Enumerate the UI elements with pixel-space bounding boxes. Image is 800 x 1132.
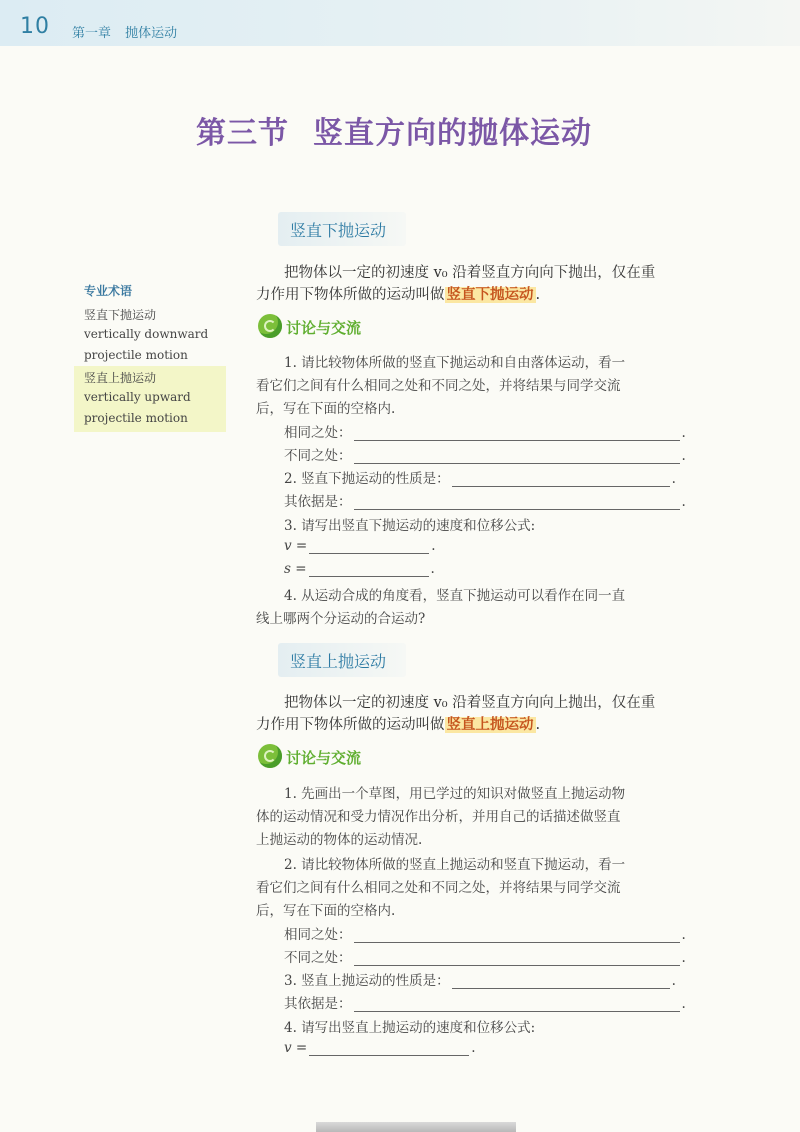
question-line: 1. 请比较物体所做的竖直下抛运动和自由落体运动，看一	[284, 355, 626, 371]
answer-label: 其依据是：	[284, 996, 352, 1012]
question-line: 3. 请写出竖直下抛运动的速度和位移公式:	[284, 518, 536, 534]
definition-line: 把物体以一定的初速度 v₀ 沿着竖直方向向下抛出，仅在重	[284, 265, 656, 281]
definition-keyword: 竖直上抛运动	[446, 717, 534, 733]
definition-line	[256, 714, 708, 736]
answer-blank[interactable]	[452, 972, 670, 989]
answer-blank[interactable]	[354, 949, 680, 966]
definition-keyword: 竖直下抛运动	[446, 287, 534, 303]
answer-line-diff: 不同之处： .	[284, 448, 686, 464]
answer-label: 相同之处：	[284, 425, 352, 441]
formula-label: v =	[284, 1040, 308, 1056]
chapter-label: 第一章	[72, 26, 112, 41]
definition-line: 把物体以一定的初速度 v₀ 沿着竖直方向向上抛出，仅在重	[284, 695, 656, 711]
answer-label: 不同之处：	[284, 448, 352, 464]
subsection-heading	[278, 212, 406, 246]
glossary-sidebar	[74, 276, 226, 428]
answer-line-diff: 不同之处： .	[284, 950, 686, 966]
answer-label: 相同之处：	[284, 927, 352, 943]
answer-blank[interactable]	[452, 470, 670, 487]
glossary-term: projectile motion	[84, 411, 188, 425]
section-label: 第三节	[196, 116, 289, 151]
answer-blank[interactable]	[354, 447, 680, 464]
formula-label: v =	[284, 538, 308, 554]
question-line: 上抛运动的物体的运动情况.	[256, 832, 423, 848]
answer-line-basis: 其依据是： .	[284, 996, 686, 1012]
discussion-label: 讨论与交流	[286, 319, 362, 337]
formula-label: s =	[284, 561, 307, 577]
section-title	[196, 108, 592, 152]
glossary-term: 竖直上抛运动	[84, 371, 157, 385]
answer-label: 不同之处：	[284, 950, 352, 966]
definition-line	[256, 284, 708, 306]
formula-v: v = .	[284, 1040, 476, 1056]
section-name: 竖直方向的抛体运动	[313, 116, 592, 151]
definition-end: .	[535, 287, 541, 303]
answer-blank[interactable]	[354, 493, 680, 510]
question-line: 4. 从运动合成的角度看，竖直下抛运动可以看作在同一直	[284, 588, 626, 604]
answer-line-basis: 其依据是： .	[284, 494, 686, 510]
answer-blank[interactable]	[309, 1039, 469, 1056]
question-line: 体的运动情况和受力情况作出分析，并用自己的话描述做竖直	[256, 809, 621, 825]
answer-blank[interactable]	[309, 560, 429, 577]
answer-blank[interactable]	[354, 424, 680, 441]
question-line: 4. 请写出竖直上抛运动的速度和位移公式:	[284, 1020, 536, 1036]
subsection-heading-text: 竖直上抛运动	[290, 652, 387, 671]
formula-v: v = .	[284, 538, 436, 554]
question-line: 看它们之间有什么相同之处和不同之处，并将结果与同学交流	[256, 378, 621, 394]
answer-line-nature: 2. 竖直下抛运动的性质是： .	[284, 471, 676, 487]
definition-text: 力作用下物体所做的运动叫做	[256, 287, 445, 303]
answer-blank[interactable]	[354, 926, 680, 943]
recycle-icon	[258, 314, 282, 338]
subsection-heading-text: 竖直下抛运动	[290, 221, 387, 240]
glossary-term: vertically downward	[84, 327, 209, 341]
question-line: 2. 请比较物体所做的竖直上抛运动和竖直下抛运动，看一	[284, 857, 626, 873]
answer-label: 3. 竖直上抛运动的性质是：	[284, 973, 450, 989]
discussion-label: 讨论与交流	[286, 749, 362, 767]
question-line: 后，写在下面的空格内.	[256, 401, 396, 417]
question-line: 看它们之间有什么相同之处和不同之处，并将结果与同学交流	[256, 880, 621, 896]
answer-blank[interactable]	[354, 995, 680, 1012]
definition-end: .	[535, 717, 541, 733]
question-line: 线上哪两个分运动的合运动?	[256, 611, 426, 627]
chapter-title: 抛体运动	[125, 26, 178, 41]
question-line: 1. 先画出一个草图，用已学过的知识对做竖直上抛运动物	[284, 786, 626, 802]
answer-line-same: 相同之处： .	[284, 927, 686, 943]
recycle-icon	[258, 744, 282, 768]
answer-label: 其依据是：	[284, 494, 352, 510]
answer-line-nature: 3. 竖直上抛运动的性质是： .	[284, 973, 676, 989]
formula-s: s = .	[284, 561, 435, 577]
answer-blank[interactable]	[309, 537, 429, 554]
glossary-term: projectile motion	[84, 348, 188, 362]
definition-paragraph	[256, 692, 708, 736]
glossary-title: 专业术语	[84, 284, 133, 298]
glossary-term: 竖直下抛运动	[84, 308, 157, 322]
question-line: 后，写在下面的空格内.	[256, 903, 396, 919]
chapter-header	[72, 22, 187, 41]
definition-text: 力作用下物体所做的运动叫做	[256, 717, 445, 733]
answer-line-same: 相同之处： .	[284, 425, 686, 441]
bottom-scan-strip	[316, 1122, 516, 1132]
definition-paragraph	[256, 262, 708, 306]
glossary-term: vertically upward	[84, 390, 191, 404]
answer-label: 2. 竖直下抛运动的性质是：	[284, 471, 450, 487]
subsection-heading	[278, 643, 406, 677]
page-number: 10	[20, 14, 50, 39]
